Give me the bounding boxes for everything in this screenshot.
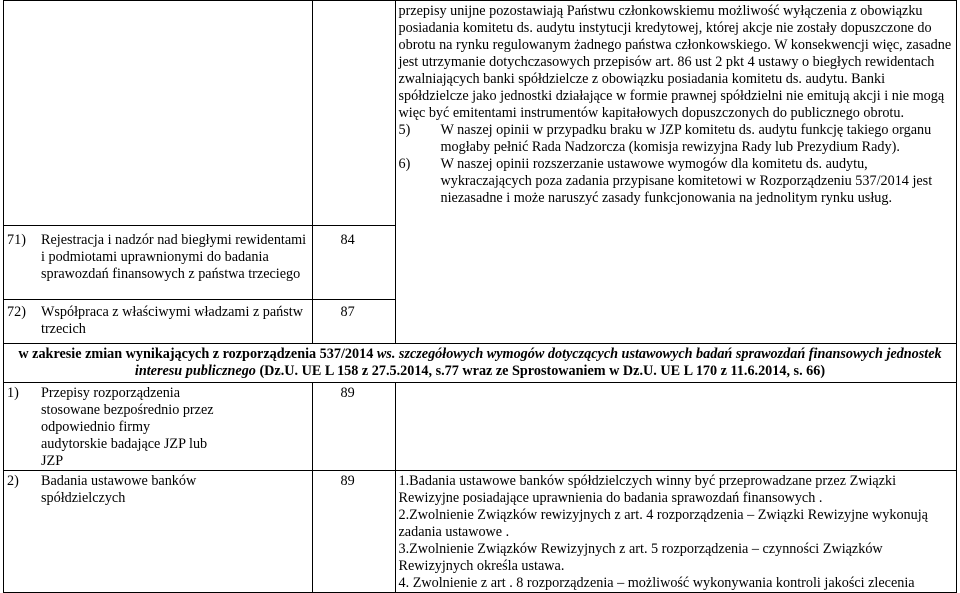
topic-cell [4, 226, 313, 300]
comment-list-item [399, 122, 954, 156]
section-header-row [4, 344, 957, 383]
row-number: 71) [7, 232, 26, 248]
article-number: 89 [312, 471, 395, 593]
consultation-table [3, 0, 957, 593]
article-number: 84 [312, 226, 395, 300]
row-number: 1) [7, 385, 19, 401]
row-topic: Rejestracja i nadzór nad biegłymi rewidentami i podmiotami uprawnionymi do badania sprawozdań finansowych z państwa trzeciego [41, 232, 307, 282]
comment-paragraph: 3.Zwolnienie Związków Rewizyjnych z art. 5 rozporządzenia – czynności Związków Rewizyjnych określa ustawa. [398, 541, 883, 574]
topic-cell [4, 300, 313, 344]
comment-list-item [399, 156, 954, 207]
article-number: 89 [312, 383, 395, 471]
row-number: 72) [7, 304, 26, 320]
section-header-italic: ws. szczegółowych wymogów dotyczących ustawowych badań sprawozdań finansowych jednostek interesu publicznego [134, 346, 942, 379]
list-text: W naszej opinii rozszerzanie ustawowe wymogów dla komitetu ds. audytu, wykraczających poza zadania przypisane komitetowi w Rozporządzeniu 537/2014 jest niezasadne i może naruszyć zasady funkcjonowania na jednolitym rynku usług. [440, 156, 933, 206]
section-header-ref: (Dz.U. UE L 158 z 27.5.2014, s.77 wraz ze Sprostowaniem w Dz.U. UE L 170 z 11.6.2014, s. 66) [255, 363, 826, 379]
comment-paragraph: przepisy unijne pozostawiają Państwu członkowskiemu możliwość wyłączenia z obowiązku posiadania komitetu ds. audytu instytucji kredytowej, której akcje nie zostały dopuszczone do obrotu na rynku regulowanym żadnego państwa członkowskiego. W konsekwencji więc, zasadne jest utrzymanie dotychczasowych przepisów art. 86 ust 2 pkt 4 ustawy o biegłych rewidentach zwalniających banki spółdzielcze z obowiązku posiadania komitetu ds. audytu. Banki spółdzielcze jako jednostki działające w formie prawnej spółdzielni nie emitują akcji i nie mogą więc być emitentami instrumentów kapitałowych dopuszczonych do publicznego obrotu. [398, 3, 952, 121]
article-number: 87 [312, 300, 395, 344]
comment-paragraph: 4. Zwolnienie z art . 8 rozporządzenia – możliwość wykonywania kontroli jakości zlecenia [398, 575, 915, 591]
comment-cell [395, 471, 957, 593]
table-row [4, 471, 957, 593]
list-number: 5) [398, 122, 411, 138]
comment-cell [395, 1, 957, 344]
row-topic: Przepisy rozporządzenia stosowane bezpośrednio przez odpowiednio firmy audytorskie badające JZP lub JZP [41, 385, 214, 469]
table-row [4, 1, 957, 226]
topic-cell [4, 383, 313, 471]
list-text: W naszej opinii w przypadku braku w JZP komitetu ds. audytu funkcję takiego organu mogłaby pełnić Rada Nadzorcza (komisja rewizyjna Rady lub Prezydium Rady). [440, 122, 932, 155]
table-row [4, 383, 957, 471]
row-topic: Współpraca z właściwymi władzami z państw trzecich [41, 304, 303, 337]
topic-cell [4, 471, 313, 593]
comment-paragraph: 1.Badania ustawowe banków spółdzielczych winny być przeprowadzane przez Związki Rewizyjne posiadające uprawnienia do badania sprawozdań finansowych . [398, 473, 897, 506]
row-topic: Badania ustawowe banków spółdzielczych [41, 473, 197, 506]
section-header-bold: w zakresie zmian wynikających z rozporządzenia 537/2014 [18, 346, 374, 362]
comment-paragraph: 2.Zwolnienie Związków rewizyjnych z art. 4 rozporządzenia – Związki Rewizyjne wykonują zadania ustawowe . [398, 507, 928, 540]
topic-cell [4, 1, 313, 226]
list-number: 6) [398, 156, 411, 172]
section-header [4, 344, 957, 383]
comment-cell [395, 383, 957, 471]
article-cell [312, 1, 395, 226]
row-number: 2) [7, 473, 19, 489]
